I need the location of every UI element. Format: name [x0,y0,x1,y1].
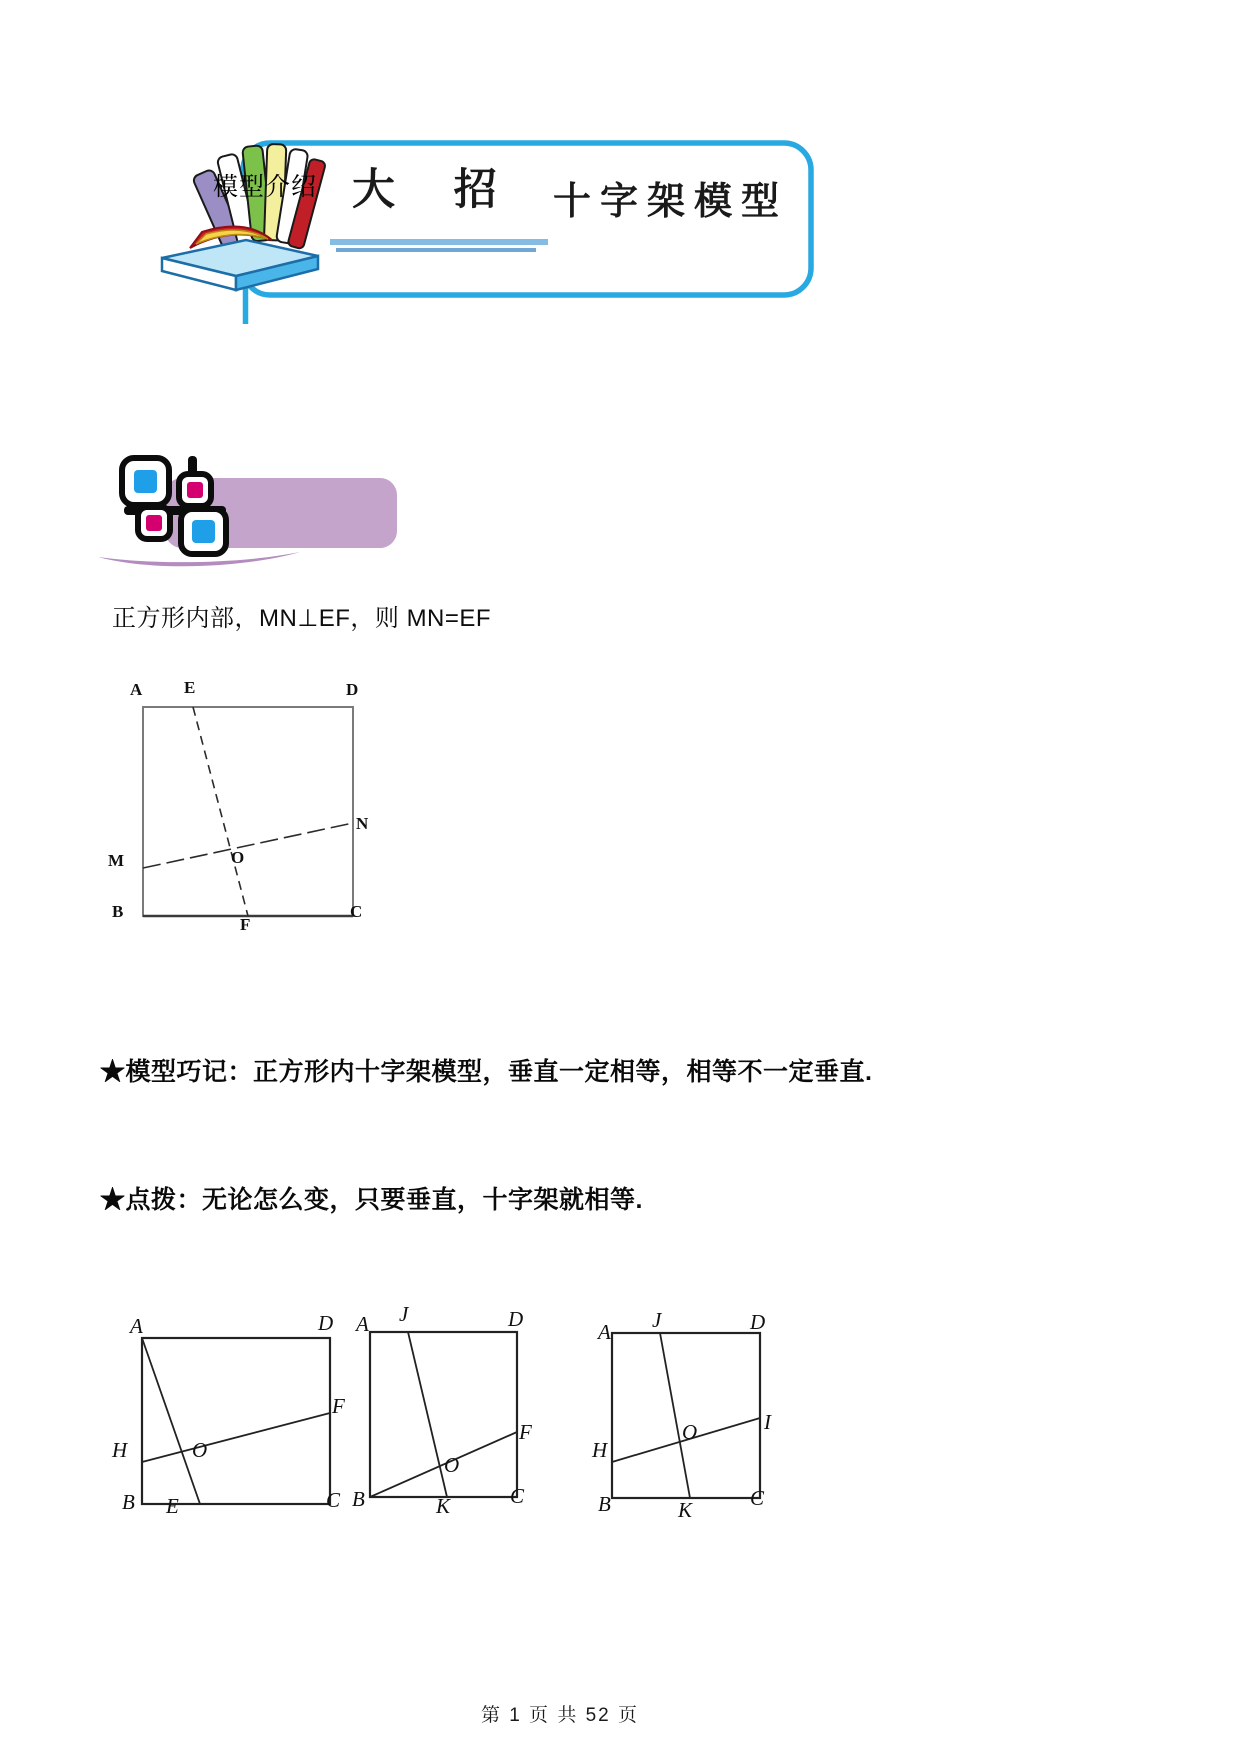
point-label-i: I [764,1410,771,1434]
main-diagram [90,670,410,960]
vertex-label-d: D [346,680,359,699]
vertex-label-c: C [750,1486,765,1510]
variant-2-canvas [348,1300,598,1525]
point-label-e: E [166,1494,179,1518]
point-label-o: O [444,1453,460,1477]
vertex-label-d: D [508,1307,524,1331]
books-icon [150,140,365,305]
model-statement: 正方形内部，MN⊥EF，则 MN=EF [112,605,492,632]
vertex-label-b: B [352,1487,365,1511]
point-label-h: H [112,1438,128,1462]
point-label-k: K [678,1498,693,1522]
point-label-o: O [682,1420,698,1444]
vertex-label-c: C [350,902,363,921]
point-label-j: J [399,1302,409,1326]
point-label-n: N [356,814,369,833]
point-label-m: M [108,851,125,870]
vertex-label-b: B [598,1492,611,1516]
line-EF [193,707,248,916]
banner-badge: 大 招 [352,167,521,214]
point-label-h: H [592,1438,608,1462]
line-AE [142,1338,200,1504]
note-memory-tip: ★模型巧记：正方形内十字架模型，垂直一定相等，相等不一定垂直. [100,1058,873,1086]
vertex-label-d: D [318,1311,334,1335]
point-label-o: O [192,1438,208,1462]
point-label-k: K [436,1494,451,1518]
vertex-label-c: C [510,1484,525,1508]
point-label-f: F [240,915,251,934]
line-MN [143,823,353,868]
variant-3-canvas [588,1300,848,1530]
vertex-label-d: D [750,1310,766,1334]
variant-1-canvas [108,1312,358,1524]
point-label-f: F [519,1420,532,1444]
banner-tab-label: 模型介绍 [213,173,318,201]
point-label-e: E [184,678,196,697]
note-pointer-tip: ★点拨：无论怎么变，只要垂直，十字架就相等. [100,1186,643,1214]
point-label-j: J [652,1308,662,1332]
vertex-label-a: A [598,1320,611,1344]
vertex-label-b: B [112,902,124,921]
vertex-label-a: A [130,680,143,699]
page-number-info: 第 1 页 共 52 页 [480,1705,640,1726]
page-footer [0,1700,1120,1727]
vertex-label-a: A [130,1314,143,1338]
point-label-o: O [231,848,245,867]
variant-diagram-2 [348,1300,598,1525]
variant-diagram-1 [108,1312,358,1524]
vertex-label-c: C [326,1488,341,1512]
variant-diagram-3 [588,1300,848,1530]
vertex-label-b: B [122,1490,135,1514]
point-label-f: F [332,1394,345,1418]
line-JK [660,1333,690,1498]
section-marker-icon [90,440,420,575]
vertex-label-a: A [356,1312,369,1336]
page-title: 十字架模型 [553,181,789,223]
